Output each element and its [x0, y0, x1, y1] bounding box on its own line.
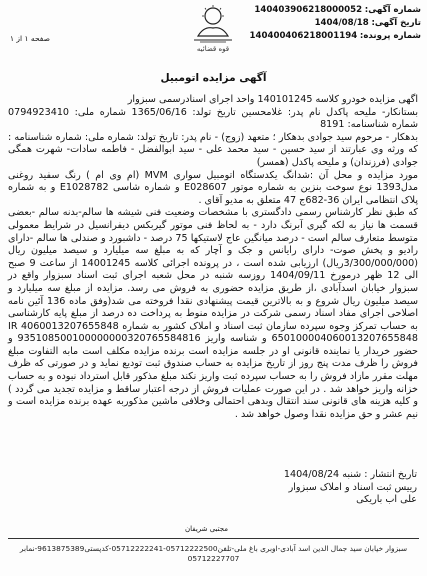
paragraph-case: اگهی مزایده خودرو کلاسه 140101245 واحد اجرای اسنادرسمی سبزوار [127, 94, 418, 105]
notice-number: 140403906218000052 [254, 5, 363, 15]
lion-and-sun-emblem-icon [190, 4, 236, 44]
paragraph-subject: مورد مزایده و محل آن :شدانگ یکدستگاه اتومبیل سواری MVM (ام وی ام ) رنگ سفید روغنی مدل1393 نوع سوخت بنزین به شماره موتور E028607 و شماره شاسی E1028782 و به شماره پلاک انتظامی ایران 36-682ج 47 متعلق به مدیو آقای . [8, 169, 419, 206]
file-number-label: شماره پرونده: [359, 31, 421, 41]
footer-divider [8, 538, 419, 539]
page-number: صفحه ۱ از ۱ [10, 34, 50, 43]
paragraph-creditor: بستانکار- ملیحه پاکدل نام پدر: غلامحسین تاریخ تولد: 1365/06/16 شماره ملی: 0794923410 شماره شناسنامه: 8191 [8, 106, 418, 131]
notice-number-row [250, 4, 421, 17]
file-number: 140400406218001194 [249, 31, 358, 41]
paragraph-terms: که طبق نظر کارشناس رسمی دادگستری با مشخصات وضعیت فنی شیشه ها سالم-بدنه سالم -بعضی قسمت ها نیاز به لکه گیری آبرنگ دارد - به لحاظ فنی موتور گیربکس دیفرانسیل در شرایط معمولی متوسط متعارف سالم است - درصد میانگین عاج لاستیکها 75 درصد - داشبورد و صندلی ها سالم -دارای رادیو و پخش صوت- دارای رایانس و جک و آچار که به مبلغ سه میلیارد و سیصد میلیون ریال (3/300/000/000ریال) ارزیابی شده است ، در پرونده اجرائی کلاسه 14001245 از ساعت 9 صبح الی 12 ظهر درمورخ 1404/09/11 روزسه شنبه در محل شعبه اجرای ثبت اسناد سبزوار واقع در سبزوار خیابان اسدآبادی ،از طریق مزایده حضوری به فروش می رسد. مزایده از مبلغ سه میلیارد و سیصد میلیون ریال شروع و به بالاترین قیمت پیشنهادی نقدا فروخته می شد(وفق ماده 136 آئین نامه اصلاحی اجرای مفاد اسناد رسمی شرکت در مزایده منوط به پرداخت ده درصد از مبلغ پایه کارشناسی به حساب تمرکز وجوه سپرده سازمان ثبت اسناد و املاک کشور به شماره 4060013207655848 IR 650100004060013207655848 و شناسه واریز 935108500100000000320765584816 و حضور خریدار یا نماینده قانونی او در جلسه مزایده است برنده مزایده مکلف است مابه التفاوت مبلغ فروش را ظرف مدت پنج روز از تاریخ مزایده به حساب صندوق ثبت تودیع نماید و در صورتی که ظرف مهلت مقرر مازاد فروش را به حساب سپرده ثبت واریز نکند مبلغ مذکور قابل استرداد نبوده و به حساب خزانه واریز خواهد شد . در این صورت عملیات فروش از درجه اعتبار ساقط و مزایده تجدید می گردد ) و کلیه هزینه های قانونی سند انتقال وبدهی احتمالی وخلافی ماشین مذکوربه عهده برنده مزایده است و نیم عشر و حق مزایده نقدا وصول خواهد شد . [8, 207, 418, 420]
emblem-caption: قوه قضائیه [196, 45, 230, 53]
file-number-row [250, 30, 421, 43]
signer-role: رییس ثبت اسناد و املاک سبزوار [288, 481, 417, 493]
notice-date-label: تاریخ آگهی: [371, 18, 421, 28]
notice-date-row [250, 17, 421, 30]
notice-title: آگهی مزایده اتومبیل [160, 72, 267, 84]
paragraph-debtor: بدهکار - مرحوم سید جوادی بدهکار ؛ متعهد (زوج) - نام پدر: تاریخ تولد: شماره ملی: شماره شناسنامه : که ورثه وی عبارتند از سید حسین - سید محمد علی - سید ابوالفضل - فاطمه سادات- شهرت همگی جوادی (فرزندان) و ملیحه پاکدل (همسر) [8, 131, 418, 168]
publish-date: تاریخ انتشار : شنبه 1404/08/24 [283, 469, 417, 480]
notice-body [8, 94, 418, 421]
notice-number-label: شماره آگهی: [364, 5, 421, 15]
signature-block [157, 469, 417, 507]
footer-address: سبزوار خیابان سید جمال الدین اسد آبادی-اوبری باغ ملی-تلفن05712222500-05712222241-کدپستی9613875389-نمابر 05712227707 [19, 544, 408, 563]
signer-name: علی اب باریکی [356, 494, 417, 506]
notice-meta [250, 4, 421, 43]
notice-date: 1404/08/18 [314, 18, 369, 28]
footer-name: مجتبی شریفان [185, 525, 229, 533]
judiciary-emblem [168, 4, 258, 64]
